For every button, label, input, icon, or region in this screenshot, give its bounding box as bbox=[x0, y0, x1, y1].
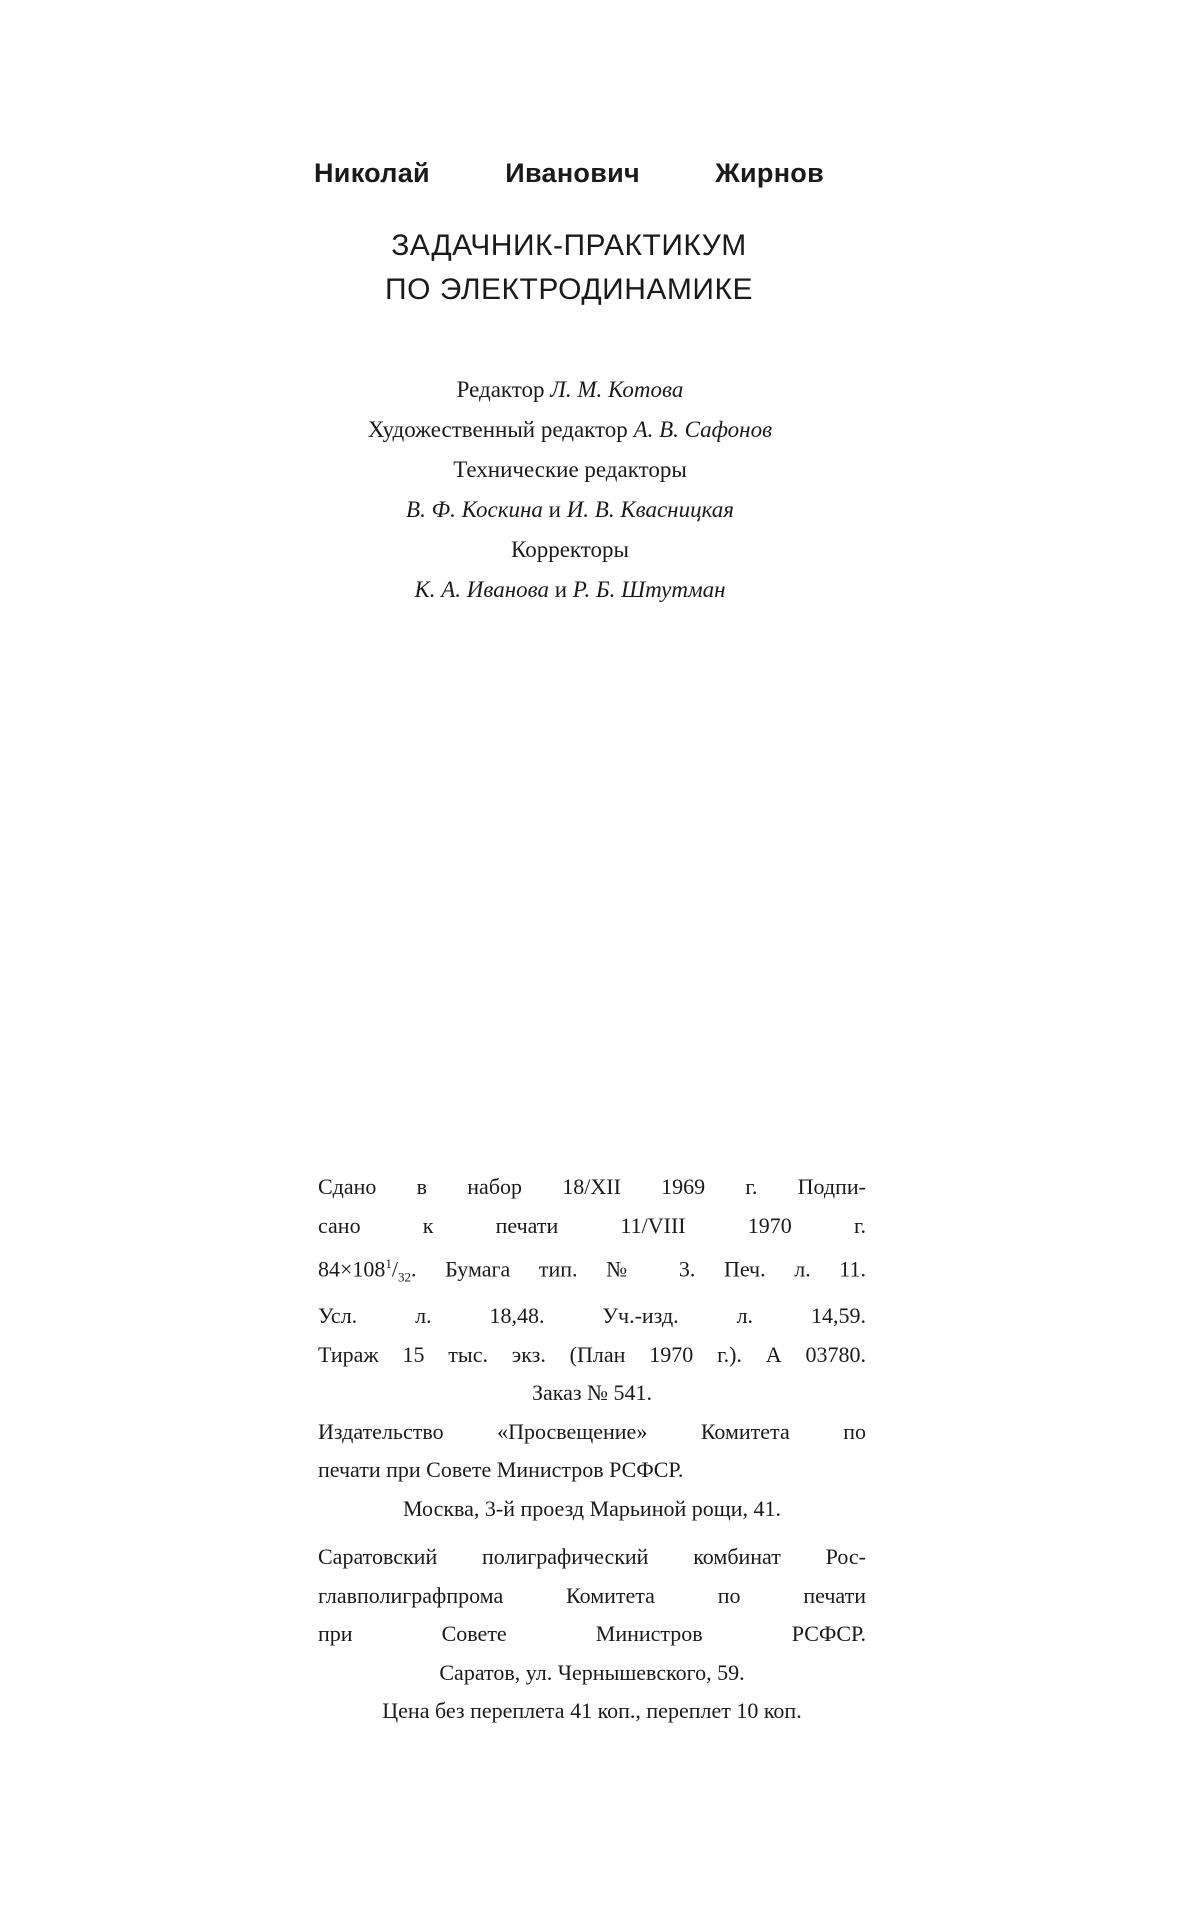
correctors-role: Корректоры bbox=[511, 537, 629, 562]
editor-name: Л. М. Котова bbox=[550, 377, 684, 402]
book-title-line-1: ЗАДАЧНИК-ПРАКТИКУМ bbox=[391, 229, 747, 262]
art-editor-role: Художественный редактор bbox=[367, 417, 628, 442]
tech-editor-name-2: И. В. Квасницкая bbox=[566, 497, 734, 522]
imprint-line-5: Тираж 15 тыс. экз. (План 1970 г.). А 03780. bbox=[318, 1341, 866, 1367]
editor-role: Редактор bbox=[456, 377, 545, 402]
correctors-conjunction: и bbox=[554, 577, 568, 602]
art-editor-line bbox=[300, 410, 840, 450]
imprint-block bbox=[318, 1168, 866, 1731]
printer-address: Саратов, ул. Чернышевского, 59. bbox=[439, 1659, 745, 1685]
imprint-line-2: сано к печати 11/VIII 1970 г. bbox=[318, 1212, 866, 1238]
imprint-line-4: Усл. л. 18,48. Уч.-изд. л. 14,59. bbox=[318, 1303, 866, 1329]
printer-line-1: Саратовский полиграфический комбинат Рос- bbox=[318, 1544, 866, 1570]
printer-line-3: при Совете Министров РСФСР. bbox=[318, 1621, 866, 1647]
paper-format: 84×108 bbox=[318, 1256, 386, 1282]
author-last-name: Жирнов bbox=[715, 158, 824, 188]
author-first-name: Николай bbox=[314, 158, 430, 188]
author-patronymic: Иванович bbox=[505, 158, 640, 188]
art-editor-name: А. В. Сафонов bbox=[633, 417, 773, 442]
imprint-spacer bbox=[318, 1528, 866, 1538]
price-line: Цена без переплета 41 коп., переплет 10 коп. bbox=[382, 1698, 802, 1724]
imprint-line-1: Сдано в набор 18/XII 1969 г. Подпи- bbox=[318, 1174, 866, 1199]
author-name bbox=[314, 158, 824, 189]
credits-block bbox=[300, 370, 840, 610]
paper-format-fraction-denominator: 32 bbox=[398, 1269, 412, 1285]
paper-type: . Бумага тип. № 3. Печ. л. 11. bbox=[411, 1256, 866, 1282]
publisher-line-1: Издательство «Просвещение» Комитета по bbox=[318, 1418, 866, 1444]
order-number: Заказ № 541. bbox=[531, 1380, 653, 1406]
book-title-line-2: ПО ЭЛЕКТРОДИНАМИКЕ bbox=[385, 273, 753, 306]
imprint-line-3: $84\times 108^1/_{32}$. Бумага тип. № 3. Печ. л. 11. bbox=[318, 1256, 866, 1285]
paper-format-fraction-numerator: 1 bbox=[385, 1256, 392, 1271]
book-title bbox=[314, 224, 824, 312]
editor-line bbox=[300, 370, 840, 410]
corrector-name-2: Р. Б. Штутман bbox=[572, 577, 726, 602]
printer-line-2: главполиграфпрома Комитета по печати bbox=[318, 1582, 866, 1608]
publisher-line-2: печати при Совете Министров РСФСР. bbox=[318, 1457, 684, 1483]
tech-editors-role: Технические редакторы bbox=[453, 457, 687, 482]
corrector-name-1: К. А. Иванова bbox=[414, 577, 549, 602]
tech-editor-name-1: В. Ф. Коскина bbox=[406, 497, 543, 522]
tech-editors-conjunction: и bbox=[548, 497, 561, 522]
correctors-names bbox=[300, 570, 840, 610]
tech-editors-names bbox=[300, 490, 840, 530]
publisher-address: Москва, 3-й проезд Марьиной рощи, 41. bbox=[403, 1495, 781, 1521]
